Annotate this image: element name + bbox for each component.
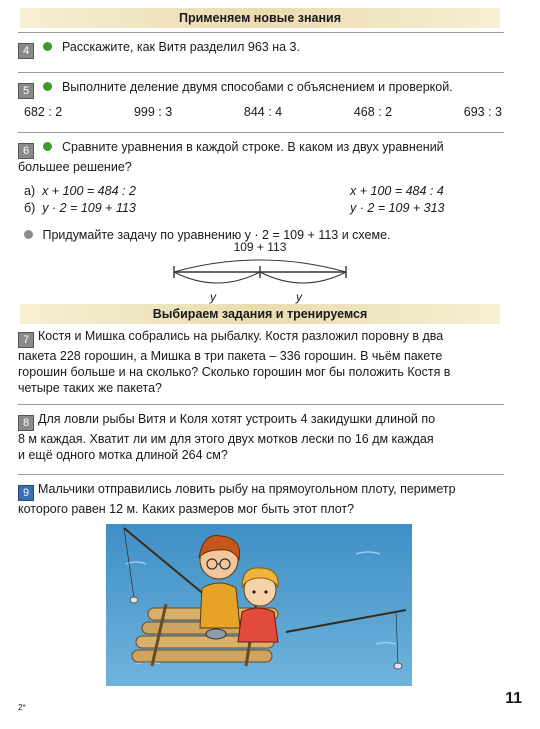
task-text-line: и ещё одного мотка длиной 264 см? [18, 448, 228, 462]
scheme-drawing [170, 238, 350, 306]
row-label: б) [24, 201, 36, 215]
division-example: 682 : 2 [24, 105, 63, 119]
divider [18, 32, 504, 33]
task-7 [18, 328, 504, 396]
task-number: 8 [18, 415, 34, 431]
task-8 [18, 404, 504, 463]
equation: x + 100 = 484 : 4 [350, 184, 444, 198]
task-text-line2: большее решение? [18, 160, 132, 174]
equation: y · 2 = 109 + 313 [350, 201, 445, 215]
division-example: 999 : 3 [133, 105, 173, 119]
print-sheet-mark: 2* [18, 703, 26, 712]
task-text-line: Мальчики отправились ловить рыбу на прямоугольном плоту, периметр [38, 482, 456, 496]
task-number: 4 [18, 43, 34, 59]
task-text-line: пакета 228 горошин, а Мишка в три пакета – 336 горошин. В чьём пакете [18, 349, 443, 363]
fishing-raft-illustration [106, 524, 412, 686]
task-9 [18, 474, 504, 517]
task-text-line: Для ловли рыбы Витя и Коля хотят устроить 4 закидушки длиной по [38, 412, 436, 426]
division-example: 693 : 3 [463, 105, 502, 119]
page-number: 11 [505, 690, 522, 707]
equation: y · 2 = 109 + 113 [42, 201, 136, 215]
divider [18, 474, 504, 475]
task-6 [18, 132, 504, 243]
task-text-line: Костя и Мишка собрались на рыбалку. Костя разложил поровну в два [38, 329, 444, 343]
division-examples [18, 99, 504, 119]
division-example: 844 : 4 [243, 105, 283, 119]
scheme-top-label: 109 + 113 [233, 240, 287, 254]
gray-bullet-icon [24, 230, 33, 239]
task-5 [18, 72, 504, 119]
equation: x + 100 = 484 : 2 [42, 184, 136, 198]
segment-scheme [170, 238, 350, 306]
task-text-line: которого равен 12 м. Каких размеров мог быть этот плот? [18, 502, 355, 516]
equation-row-a [18, 183, 504, 200]
task-text-line1: Сравните уравнения в каждой строке. В каком из двух уравнений [61, 140, 444, 154]
scheme-right-label: y [296, 290, 302, 304]
equation-row-b [18, 200, 504, 217]
invent-task-text: Придумайте задачу по уравнению y · 2 = 109 + 113 и схеме. [42, 228, 391, 242]
task-number: 9 [18, 485, 34, 501]
green-bullet-icon [43, 42, 52, 51]
section-header-new-knowledge: Применяем новые знания [20, 8, 500, 28]
task-text: Выполните деление двумя способами с объяснением и проверкой. [61, 80, 453, 94]
task-text-line: четыре таких же пакета? [18, 381, 162, 395]
green-bullet-icon [43, 142, 52, 151]
task-number: 7 [18, 332, 34, 348]
section-header-training: Выбираем задания и тренируемся [20, 304, 500, 324]
scheme-left-label: y [210, 290, 216, 304]
task-4 [18, 32, 504, 59]
task-number: 5 [18, 83, 34, 99]
task-text-line: 8 м каждая. Хватит ли им для этого двух мотков лески по 16 дм каждая [18, 432, 434, 446]
task-number: 6 [18, 143, 34, 159]
task-text: Расскажите, как Витя разделил 963 на 3. [61, 40, 300, 54]
task-text-line: горошин больше и на сколько? Сколько горошин мог бы положить Костя в [18, 365, 451, 379]
row-label: а) [24, 184, 36, 198]
divider [18, 404, 504, 405]
division-example: 468 : 2 [353, 105, 393, 119]
divider [18, 132, 504, 133]
green-bullet-icon [43, 82, 52, 91]
divider [18, 72, 504, 73]
